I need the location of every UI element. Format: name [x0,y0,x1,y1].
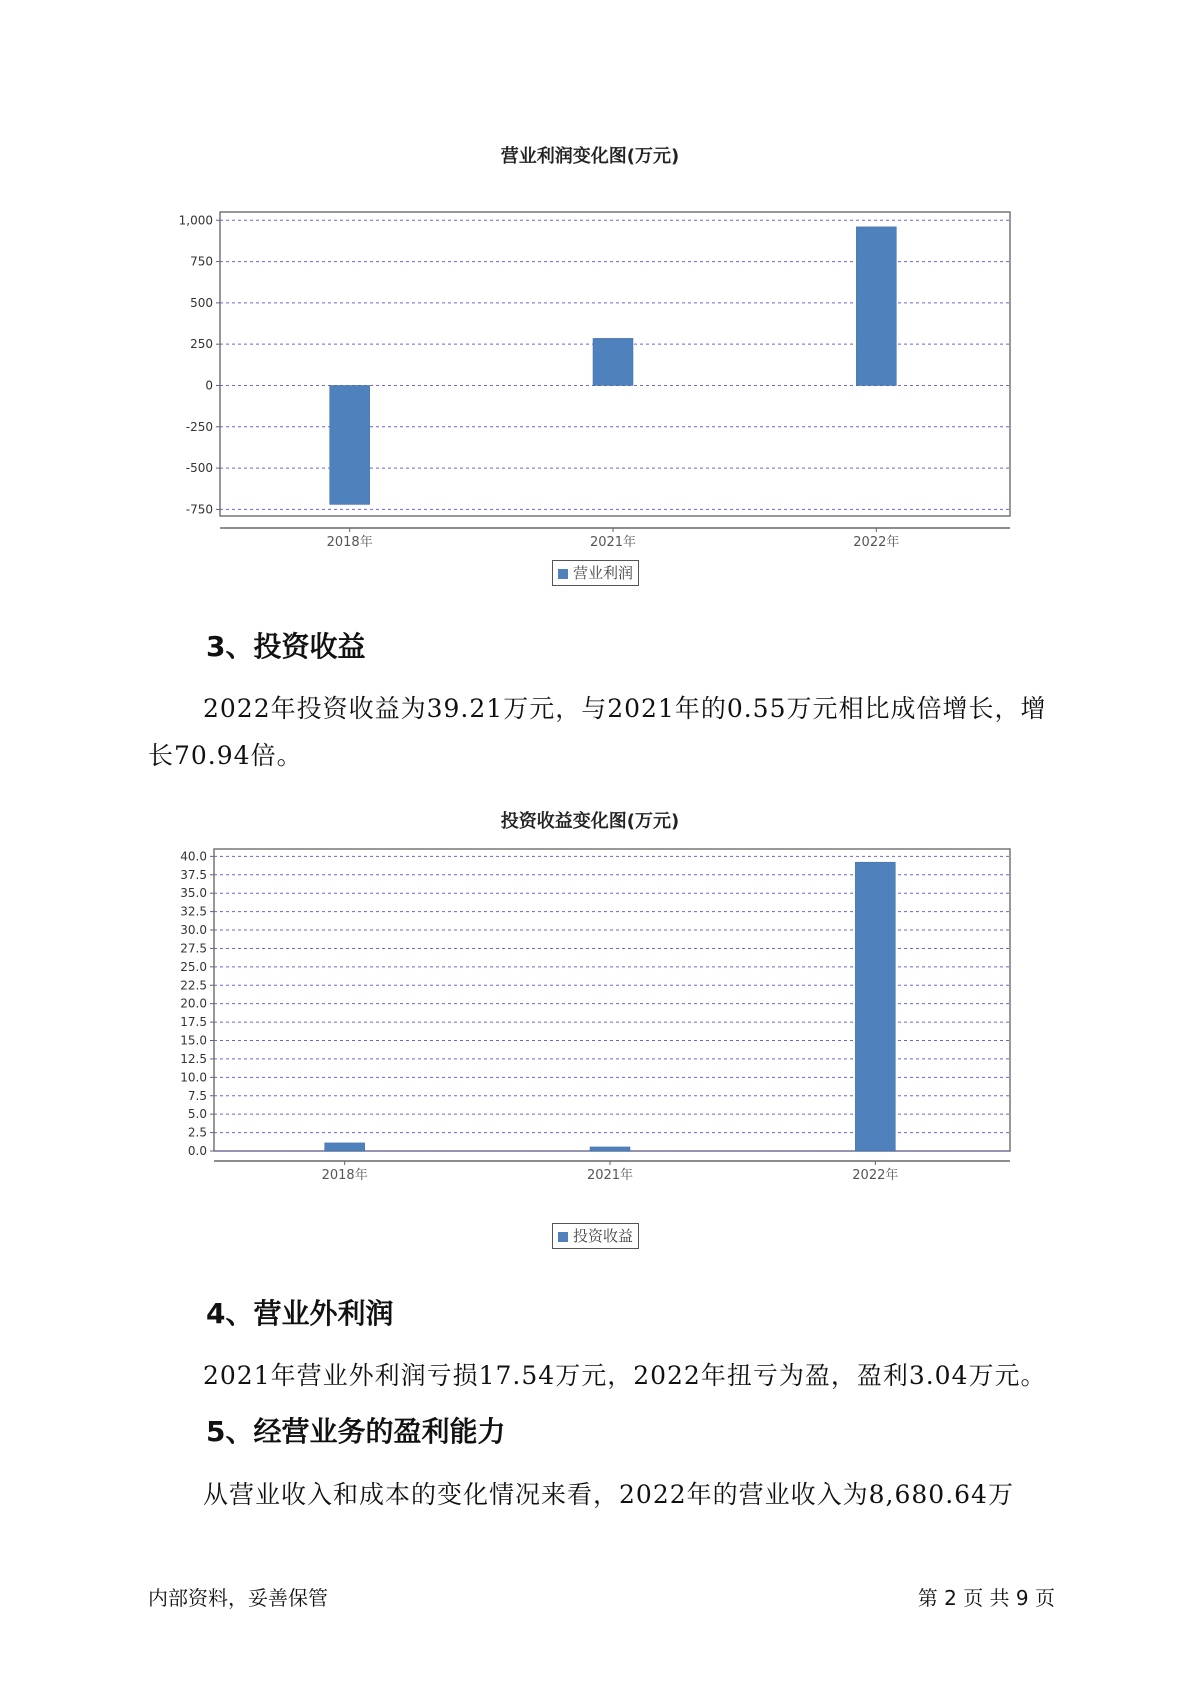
y-tick-label: -750 [185,502,213,517]
y-tick-label: 27.5 [180,941,207,956]
y-tick-label: 1,000 [178,213,213,228]
y-tick-label: 32.5 [180,904,207,919]
y-tick-label: 22.5 [180,978,207,993]
y-tick-label: 0.0 [187,1144,207,1158]
section-heading-non-operating: 4、营业外利润 [206,1297,394,1330]
x-tick-label: 2022年 [852,1168,899,1183]
legend-swatch [558,569,568,579]
bar [856,227,896,386]
paragraph-line: 2022年投资收益为39.21万元，与2021年的0.55万元相比成倍增长，增 [203,694,1047,723]
y-tick-label: 35.0 [180,886,207,901]
y-tick-label: 250 [190,337,213,352]
y-tick-label: 25.0 [180,959,207,974]
y-tick-label: 2.5 [187,1125,207,1140]
chart-legend [552,1223,639,1249]
x-tick-label: 2021年 [589,535,637,550]
bar [593,338,633,385]
y-tick-label: 0 [205,378,213,393]
legend-swatch [558,1232,568,1242]
bar [855,862,895,1151]
legend-label: 营业利润 [573,564,634,582]
section-heading-investment: 3、投资收益 [206,630,366,663]
bar [325,1143,365,1151]
bar [330,385,370,504]
y-tick-label: -250 [185,419,213,434]
section-heading-profitability: 5、经营业务的盈利能力 [206,1415,506,1448]
paragraph-line: 从营业收入和成本的变化情况来看，2022年的营业收入为8,680.64万 [203,1480,1014,1509]
chart-svg [150,180,1030,580]
footer-confidential: 内部资料，妥善保管 [148,1586,328,1610]
y-tick-label: -500 [185,461,213,476]
y-tick-label: 30.0 [180,923,207,938]
x-tick-label: 2022年 [853,535,900,550]
legend-label: 投资收益 [573,1227,634,1245]
paragraph-line: 长70.94倍。 [148,741,303,770]
y-tick-label: 15.0 [180,1033,207,1048]
paragraph-line: 2021年营业外利润亏损17.54万元，2022年扭亏为盈，盈利3.04万元。 [203,1361,1047,1390]
x-tick-label: 2021年 [586,1168,634,1183]
bar [590,1147,630,1151]
chart-title: 投资收益变化图(万元) [500,811,680,832]
y-tick-label: 10.0 [180,1070,207,1085]
y-tick-label: 750 [190,254,213,269]
investment-income-chart [150,805,1030,1265]
y-tick-label: 12.5 [180,1051,207,1066]
chart-svg [150,845,1030,1245]
operating-profit-chart [150,140,1030,600]
x-tick-label: 2018年 [326,535,373,550]
x-tick-label: 2018年 [321,1168,368,1183]
chart-title: 营业利润变化图(万元) [500,146,680,167]
footer-page-number: 第 2 页 共 9 页 [917,1586,1055,1610]
y-tick-label: 20.0 [180,996,207,1011]
y-tick-label: 5.0 [187,1107,207,1122]
y-tick-label: 37.5 [180,867,207,882]
y-tick-label: 500 [190,295,213,310]
y-tick-label: 7.5 [187,1088,207,1103]
y-tick-label: 40.0 [180,849,207,864]
chart-legend [552,560,639,586]
y-tick-label: 17.5 [180,1015,207,1030]
